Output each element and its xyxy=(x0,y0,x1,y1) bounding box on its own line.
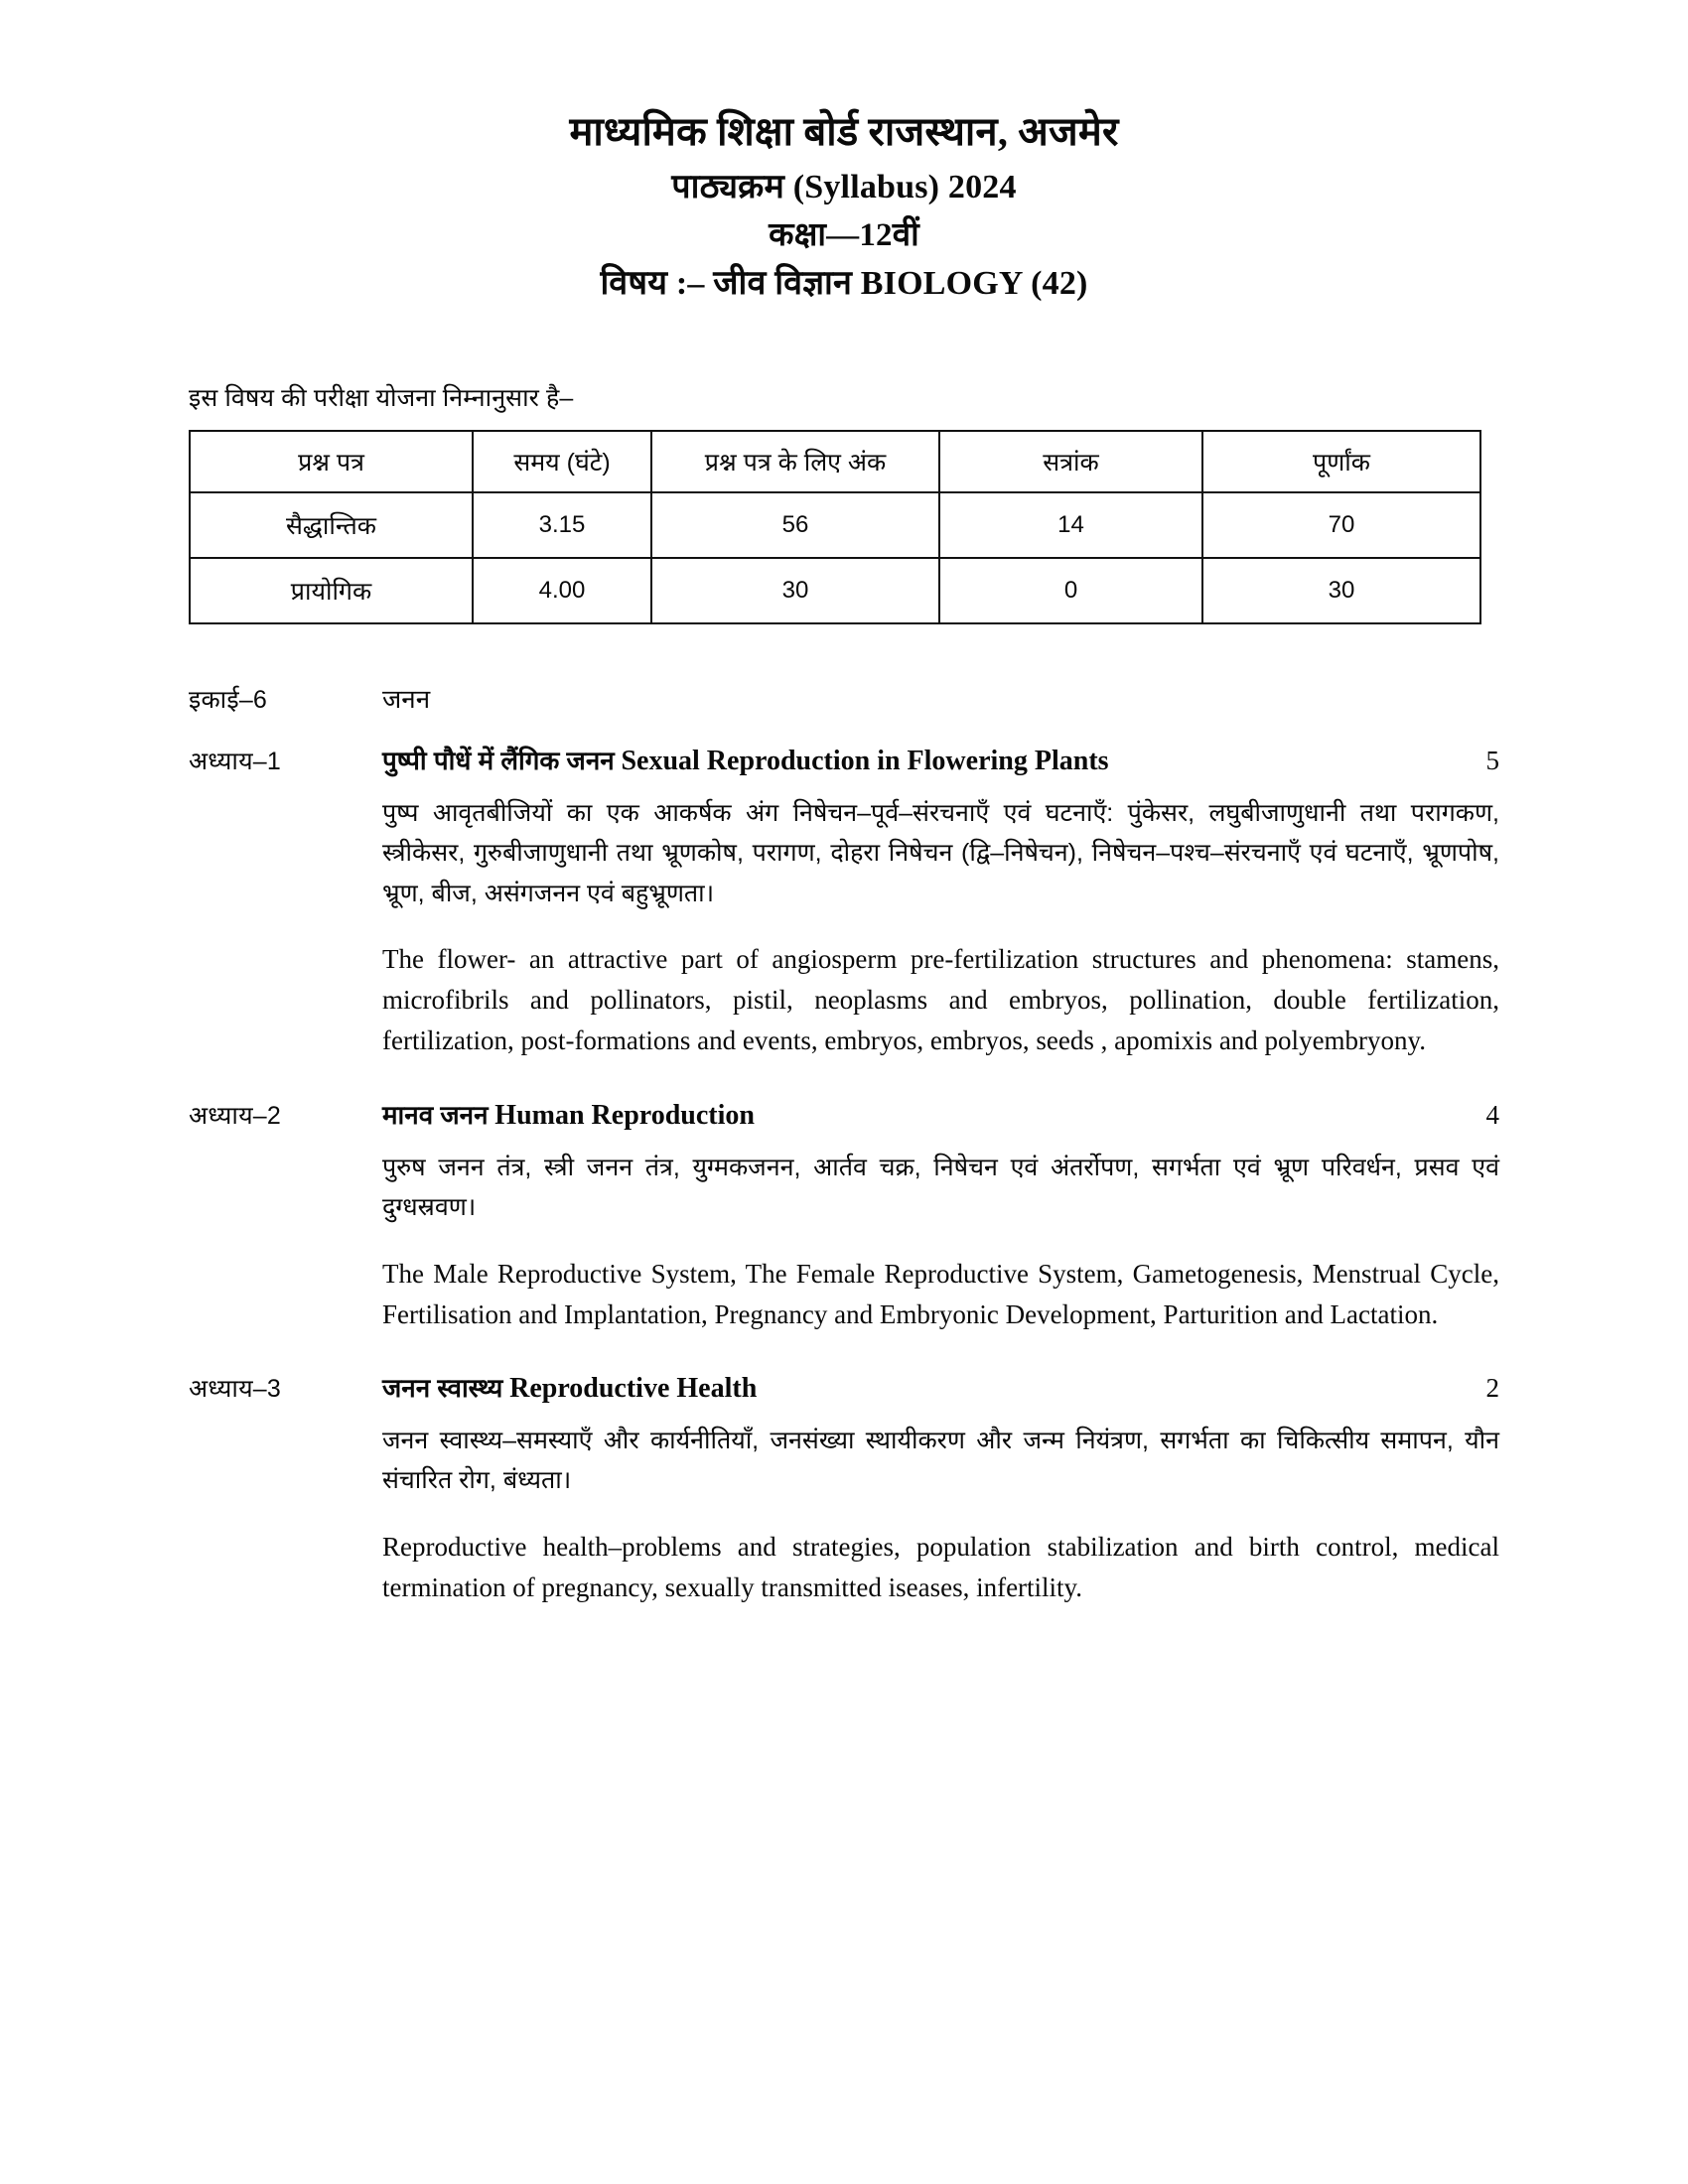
column-header-time: समय (घंटे) xyxy=(473,431,651,492)
chapter-marks-3: 2 xyxy=(1485,1372,1499,1403)
chapter-body-hindi-1: पुष्प आवृतबीजियों का एक आकर्षक अंग निषेचन–पूर्व–संरचनाएँ एवं घटनाएँ: पुंकेसर, लघुबीजाणुधानी तथा परागकण, स्त्रीकेसर, गुरुबीजाणुधानी तथा भ्रूणकोष, परागण, दोहरा निषेचन (द्वि–निषेचन), निषेचन–पश्च–संरचनाएँ एवं घटनाएँ, भ्रूणपोष, भ्रूण, बीज, असंगजनन एवं बहुभ्रूणता। xyxy=(382,798,1499,907)
class-line: कक्षा—12वीं xyxy=(769,217,919,254)
chapter-title-english-1: Sexual Reproduction in Flowering Plants xyxy=(621,745,1109,776)
cell-paper-practical: प्रायोगिक xyxy=(190,558,473,623)
chapter-label-1: अध्याय–1 xyxy=(189,747,281,775)
chapter-heading-row-1 xyxy=(189,742,1499,777)
syllabus-body xyxy=(0,680,1688,1608)
cell-sessional-theory: 14 xyxy=(939,492,1202,558)
chapter-title-hindi-2: मानव जनन xyxy=(382,1099,489,1130)
chapter-heading-row-3 xyxy=(189,1369,1499,1405)
unit-heading-row xyxy=(189,680,1499,716)
column-header-sessional: सत्रांक xyxy=(939,431,1202,492)
section-spacer xyxy=(0,1062,1688,1096)
chapter-body-hindi-3: जनन स्वास्थ्य–समस्याएँ और कार्यनीतियाँ, जनसंख्या स्थायीकरण और जन्म नियंत्रण, सगर्भता का चिकित्सीय समापन, यौन संचारित रोग, बंध्यता। xyxy=(382,1426,1499,1495)
cell-total-theory: 70 xyxy=(1202,492,1480,558)
document-header xyxy=(0,0,1688,307)
board-name: माध्यमिक शिक्षा बोर्ड राजस्थान, अजमेर xyxy=(569,109,1119,154)
cell-time-practical: 4.00 xyxy=(473,558,651,623)
exam-plan-table xyxy=(189,430,1481,624)
chapter-marks-2: 4 xyxy=(1485,1099,1499,1130)
chapter-body-hindi-2: पुरुष जनन तंत्र, स्त्री जनन तंत्र, युग्मकजनन, आर्तव चक्र, निषेचन एवं अंतर्रोपण, सगर्भता एवं भ्रूण परिवर्धन, प्रसव एवं दुग्धस्रवण। xyxy=(382,1153,1499,1221)
chapter-label-2: अध्याय–2 xyxy=(189,1101,281,1130)
chapter-title-1 xyxy=(382,742,1430,777)
chapter-heading-row-2 xyxy=(189,1096,1499,1132)
cell-time-theory: 3.15 xyxy=(473,492,651,558)
unit-title xyxy=(382,680,1430,716)
section-spacer xyxy=(0,1335,1688,1369)
column-header-total: पूर्णांक xyxy=(1202,431,1480,492)
cell-total-practical: 30 xyxy=(1202,558,1480,623)
chapter-body-english-3: Reproductive health–problems and strategies, population stabilization and birth control, medical termination of pregnancy, sexually transmitted iseases, infertility. xyxy=(382,1531,1499,1602)
cell-sessional-practical: 0 xyxy=(939,558,1202,623)
chapter-body-english-2: The Male Reproductive System, The Female Reproductive System, Gametogenesis, Menstrual Cycle, Fertilisation and Implantation, Pregnancy and Embryonic Development, Parturition and Lactation. xyxy=(382,1258,1499,1329)
chapter-marks-1: 5 xyxy=(1485,745,1499,775)
chapter-title-2 xyxy=(382,1096,1430,1132)
chapter-title-hindi-1: पुष्पी पौधें में लैंगिक जनन xyxy=(382,745,615,775)
unit-label: इकाई–6 xyxy=(189,685,268,714)
column-header-paper-marks: प्रश्न पत्र के लिए अंक xyxy=(651,431,939,492)
table-row xyxy=(190,558,1480,623)
chapter-body-english-1: The flower- an attractive part of angiosperm pre-fertilization structures and phenomena: stamens, microfibrils and pollinators, pistil, neoplasms and embryos, pollination, double fertilization, fertilization, post-formations and events, embryos, embryos, seeds , apomixis and polyembryony. xyxy=(382,944,1499,1056)
cell-paper-marks-theory: 56 xyxy=(651,492,939,558)
exam-plan-intro: इस विषय की परीक्षा योजना निम्नानुसार है– xyxy=(189,383,574,412)
cell-paper-marks-practical: 30 xyxy=(651,558,939,623)
unit-title-text: जनन xyxy=(382,683,431,714)
subject-line: विषय :– जीव विज्ञान BIOLOGY (42) xyxy=(600,265,1088,303)
column-header-paper: प्रश्न पत्र xyxy=(190,431,473,492)
cell-paper-theory: सैद्धान्तिक xyxy=(190,492,473,558)
exam-plan-table-wrapper xyxy=(189,430,1479,624)
chapter-title-english-2: Human Reproduction xyxy=(494,1099,755,1131)
chapter-title-3 xyxy=(382,1369,1430,1405)
table-row xyxy=(190,492,1480,558)
table-header-row xyxy=(190,431,1480,492)
syllabus-year-line: पाठ्यक्रम (Syllabus) 2024 xyxy=(671,168,1017,205)
chapter-label-3: अध्याय–3 xyxy=(189,1374,281,1403)
chapter-title-hindi-3: जनन स्वास्थ्य xyxy=(382,1372,503,1403)
chapter-title-english-3: Reproductive Health xyxy=(509,1372,758,1404)
